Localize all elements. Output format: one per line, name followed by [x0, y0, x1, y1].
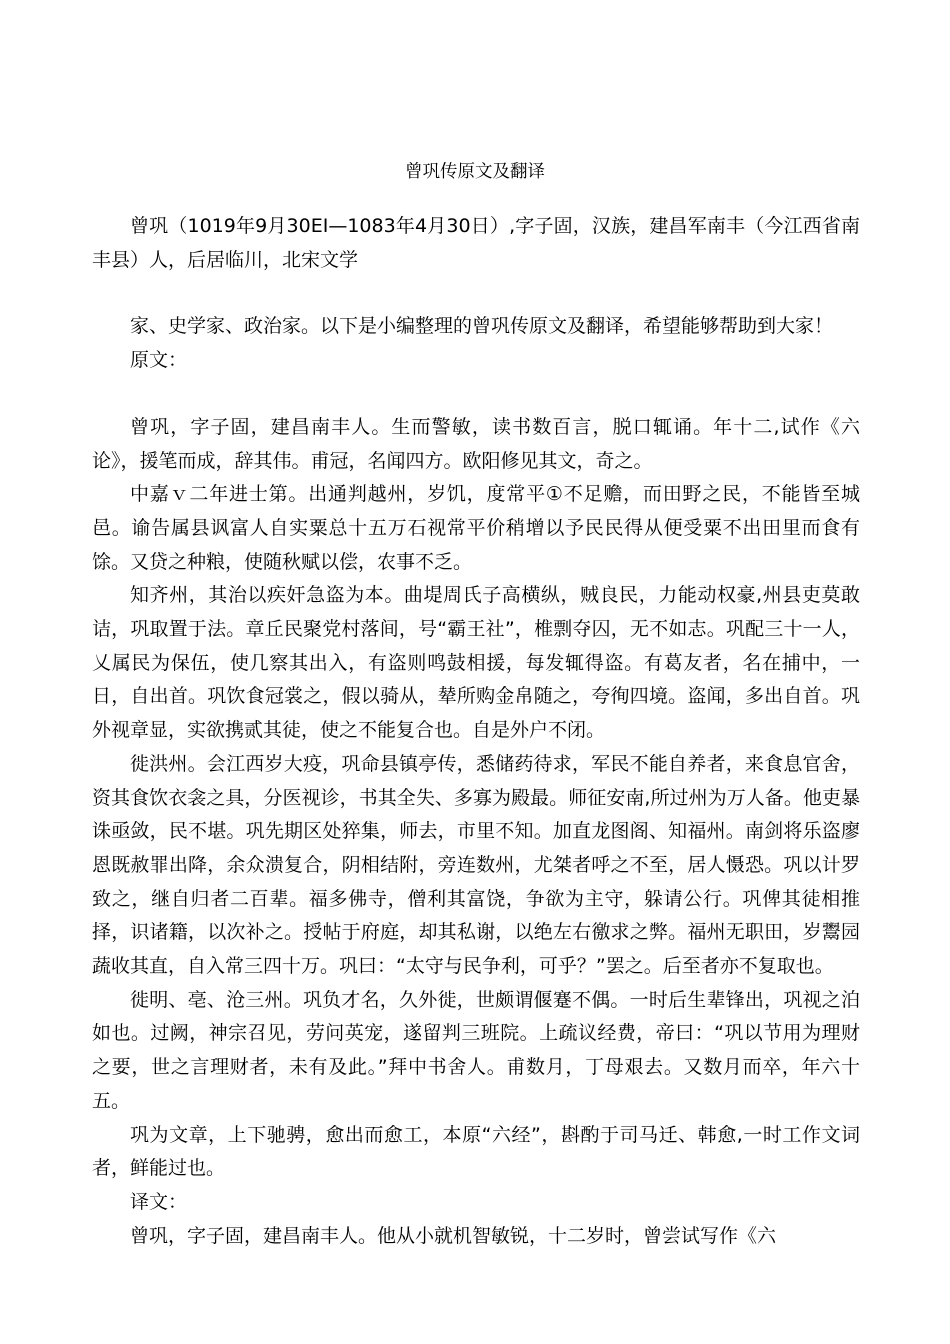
translation-heading: 译文：: [130, 1190, 188, 1213]
document-title: 曾巩传原文及翻译: [405, 162, 545, 182]
original-paragraph: 徙洪州。会江西岁大疫，巩命县镇亭传，悉储药待求，军民不能自养者，来食息官舍，资其食饮衣衾之具，分医视诊，书其全失、多寡为殿最。师征安南,所过州为万人备。他吏暴诛亟敛，民不堪。巩先期区处猝集，师去，市里不知。加直龙图阁、知福州。南剑将乐盗廖恩既赦罪出降，余众溃复合，阴相结附，旁连数州，尤桀者呼之不至，居人慑恐。巩以计罗致之，继自归者二百辈。福多佛寺，僧利其富饶，争欲为主守，躲请公行。巩俾其徒相推择，识诸籍，以次补之。授帖于府庭，却其私谢，以绝左右徼求之弊。福州无职田，岁鬻园蔬收其直，自入常三四十万。巩曰：“太守与民争利，可乎？”罢之。后至者亦不复取也。: [92, 752, 860, 978]
document-body: [92, 210, 860, 1253]
original-paragraph: 曾巩，字子固，建昌南丰人。生而警敏，读书数百言，脱口辄诵。年十二,试作《六论》，援笔而成，辞其伟。甫冠，名闻四方。欧阳修见其文，奇之。: [92, 415, 860, 472]
original-paragraph: 知齐州，其治以疾奸急盗为本。曲堤周氏子高横纵，贼良民，力能动权豪,州县吏莫敢诘，巩取置于法。章丘民聚党村落间，号“霸王社”，椎剽夺囚，无不如志。巩配三十一人，乂属民为保伍，使几察其出入，有盗则鸣鼓相援，每发辄得盗。有葛友者，名在捕中，一日，自出首。巩饮食冠裳之，假以骑从，辇所购金帛随之，夸徇四境。盗闻，多出自首。巩外视章显，实欲携贰其徒，使之不能复合也。自是外户不闭。: [92, 584, 860, 742]
original-paragraph: 中嘉ｖ二年进士第。出通判越州，岁饥，度常平①不足赡，而田野之民，不能皆至城邑。谕告属县讽富人自实粟总十五万石视常平价稍增以予民民得从便受粟不出田里而食有馀。又贷之种粮，使随秋赋以偿，农事不乏。: [92, 483, 860, 573]
original-text-heading: 原文：: [130, 349, 188, 372]
original-paragraph: 巩为文章，上下驰骋，愈出而愈工，本原“六经”，斟酌于司马迁、韩愈,一时工作文词者，鲜能过也。: [92, 1123, 860, 1180]
intro-paragraph: 曾巩（1019年9月30EI—1083年4月30日）,字子固，汉族，建昌军南丰（今江西省南丰县）人，后居临川，北宋文学: [92, 215, 860, 271]
translation-paragraph: 曾巩，字子固，建昌南丰人。他从小就机智敏锐，十二岁时，曾尝试写作《六: [130, 1224, 777, 1247]
original-paragraph: 徙明、亳、沧三州。巩负才名，久外徙，世颇谓偃蹇不偶。一时后生辈锋出，巩视之泊如也。过阙，神宗召见，劳问英宠，遂留判三班院。上疏议经费，帝曰：“巩以节用为理财之要，世之言理财者，未有及此。”拜中书舍人。甫数月，丁母艰去。又数月而卒，年六十五。: [92, 988, 860, 1112]
intro-continued-paragraph: 家、史学家、政治家。以下是小编整理的曾巩传原文及翻译，希望能够帮助到大家！: [130, 315, 834, 338]
